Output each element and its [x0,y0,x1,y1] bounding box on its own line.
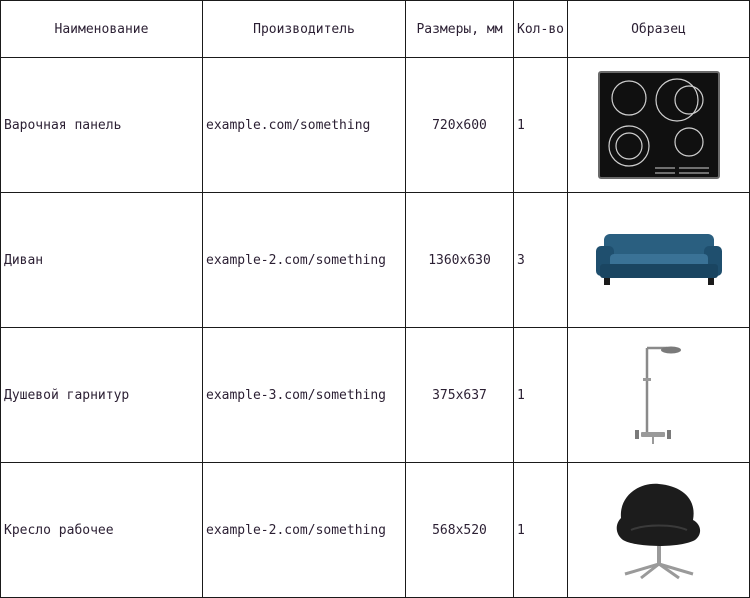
table-row [1,58,750,193]
cell-maker: example-2.com/something [203,463,406,598]
cell-size: 1360x630 [406,193,514,328]
table-row [1,328,750,463]
header-qty: Кол-во [514,1,568,58]
cell-sample [568,328,750,463]
cell-qty: 1 [514,463,568,598]
cell-sample [568,58,750,193]
cell-name: Диван [1,193,203,328]
cell-qty: 3 [514,193,568,328]
table-row [1,463,750,598]
header-size: Размеры, мм [406,1,514,58]
cooktop-icon [597,70,721,180]
cell-size: 720x600 [406,58,514,193]
shower-set-icon [629,338,689,452]
cell-maker: example.com/something [203,58,406,193]
cell-qty: 1 [514,328,568,463]
cell-maker: example-3.com/something [203,328,406,463]
swan-chair-icon [611,478,707,582]
cell-maker: example-2.com/something [203,193,406,328]
cell-name: Душевой гарнитур [1,328,203,463]
sofa-icon [594,230,724,290]
header-name: Наименование [1,1,203,58]
cell-sample [568,193,750,328]
table-row [1,193,750,328]
header-row [1,1,750,58]
cell-size: 568x520 [406,463,514,598]
cell-name: Варочная панель [1,58,203,193]
header-maker: Производитель [203,1,406,58]
cell-size: 375x637 [406,328,514,463]
cell-qty: 1 [514,58,568,193]
header-sample: Образец [568,1,750,58]
cell-sample [568,463,750,598]
cell-name: Кресло рабочее [1,463,203,598]
